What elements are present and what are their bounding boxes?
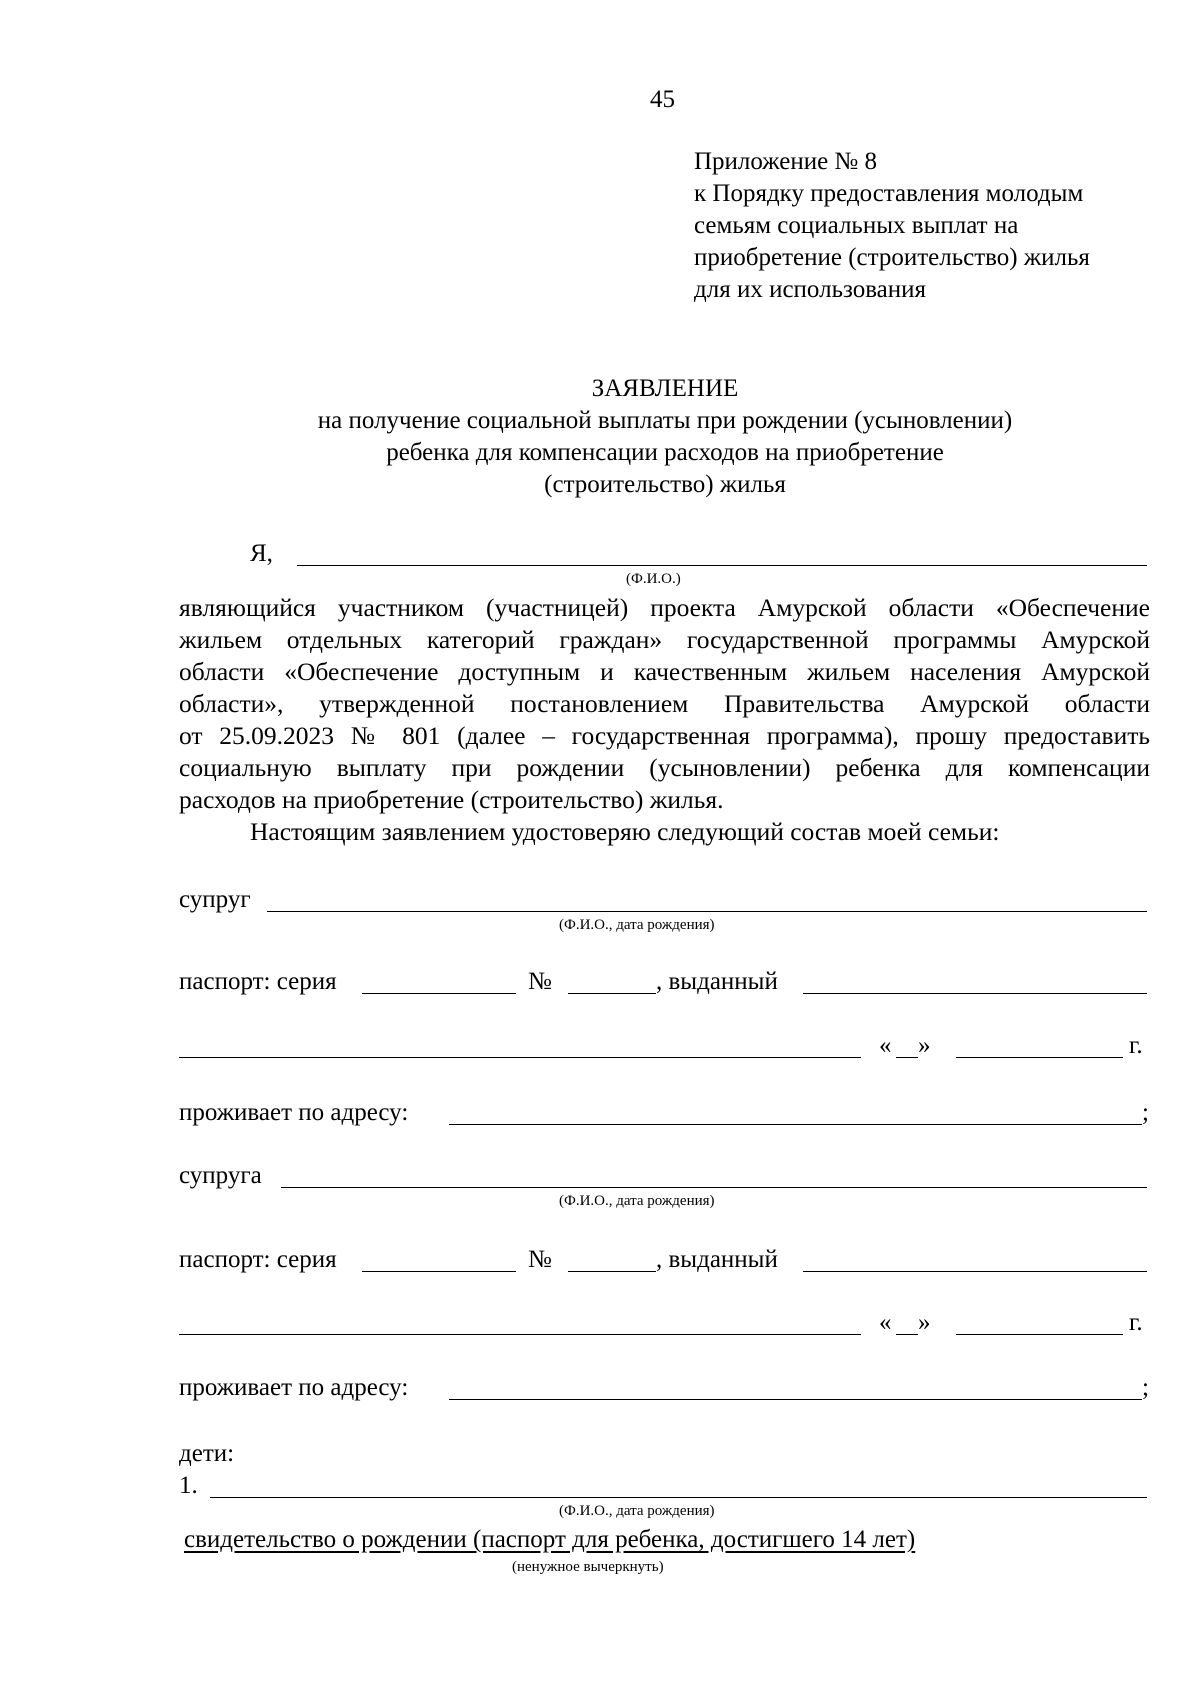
passport-series-field[interactable]: [362, 993, 516, 994]
children-label: дети:: [179, 1440, 235, 1467]
passport-number-label: №: [528, 1246, 552, 1273]
year-suffix: г.: [1129, 1032, 1143, 1059]
quote-close: »: [918, 1309, 931, 1336]
body-line: области», утвержденной постановлением Правительства Амурской области: [179, 689, 1150, 718]
appendix-line: к Порядку предоставления молодым: [694, 180, 1084, 207]
applicant-prefix: Я,: [250, 540, 273, 567]
birth-certificate-option: свидетельство о рождении (паспорт для ребенка, достигшего 14 лет): [184, 1526, 916, 1553]
passport-issue-month-year-field[interactable]: [956, 1334, 1123, 1335]
passport-issued-by-field[interactable]: [803, 1271, 1147, 1272]
applicant-name-hint: (Ф.И.О.): [626, 571, 681, 587]
quote-open: «: [879, 1032, 892, 1059]
passport-series-field[interactable]: [362, 1271, 516, 1272]
address-semicolon: ;: [1142, 1374, 1149, 1401]
spouse-label: супруг: [179, 886, 251, 913]
passport-issued-label: , выданный: [656, 1246, 778, 1273]
address-field[interactable]: [449, 1399, 1142, 1400]
address-label: проживает по адресу:: [179, 1099, 409, 1126]
passport-issue-month-year-field[interactable]: [956, 1057, 1123, 1058]
spouse-label: супруга: [179, 1162, 262, 1189]
appendix-line: приобретение (строительство) жилья: [694, 244, 1090, 271]
title-heading: ЗАЯВЛЕНИЕ: [591, 375, 739, 402]
child-name-field[interactable]: [210, 1497, 1147, 1498]
year-suffix: г.: [1129, 1309, 1143, 1336]
passport-number-field[interactable]: [568, 1271, 656, 1272]
passport-issued-by-field[interactable]: [803, 993, 1147, 994]
passport-number-field[interactable]: [568, 993, 656, 994]
body-line: жильем отдельных категорий граждан» государственной программы Амурской: [179, 625, 1150, 654]
address-semicolon: ;: [1142, 1099, 1149, 1126]
passport-issued-by-continued-field[interactable]: [179, 1057, 861, 1058]
appendix-line: семьям социальных выплат на: [694, 212, 1019, 239]
body-line: области «Обеспечение доступным и качественным жильем населения Амурской: [179, 657, 1150, 686]
spouse-name-field[interactable]: [267, 911, 1147, 912]
passport-issue-day-field[interactable]: [896, 1057, 918, 1058]
body-line: являющийся участником (участницей) проекта Амурской области «Обеспечение: [179, 593, 1150, 622]
applicant-name-field[interactable]: [297, 565, 1147, 566]
child-name-hint: (Ф.И.О., дата рождения): [559, 1503, 715, 1519]
quote-close: »: [918, 1032, 931, 1059]
passport-issued-by-continued-field[interactable]: [179, 1334, 861, 1335]
quote-open: «: [879, 1309, 892, 1336]
address-label: проживает по адресу:: [179, 1374, 409, 1401]
title-line: на получение социальной выплаты при рождении (усыновлении): [317, 407, 1013, 434]
body-line: социальную выплату при рождении (усыновлении) ребенка для компенсации: [179, 753, 1150, 782]
title-line: ребенка для компенсации расходов на приобретение: [386, 439, 944, 466]
family-intro: Настоящим заявлением удостоверяю следующий состав моей семьи:: [250, 817, 1000, 846]
passport-series-label: паспорт: серия: [179, 1246, 337, 1273]
body-line: от 25.09.2023 № 801 (далее – государственная программа), прошу предоставить: [179, 721, 1150, 750]
passport-issue-day-field[interactable]: [896, 1334, 918, 1335]
passport-series-label: паспорт: серия: [179, 968, 337, 995]
body-line: расходов на приобретение (строительство) жилья.: [179, 785, 724, 814]
child-number: 1.: [179, 1472, 198, 1499]
spouse-name-hint: (Ф.И.О., дата рождения): [559, 917, 715, 933]
page-number: 45: [650, 86, 675, 113]
passport-issued-label: , выданный: [656, 968, 778, 995]
appendix-line: Приложение № 8: [694, 148, 878, 175]
passport-number-label: №: [528, 968, 552, 995]
appendix-line: для их использования: [694, 276, 927, 303]
spouse-name-field[interactable]: [281, 1187, 1147, 1188]
address-field[interactable]: [449, 1124, 1142, 1125]
spouse-name-hint: (Ф.И.О., дата рождения): [559, 1193, 715, 1209]
title-line: (строительство) жилья: [544, 471, 786, 498]
strike-out-hint: (ненужное вычеркнуть): [512, 1559, 664, 1575]
